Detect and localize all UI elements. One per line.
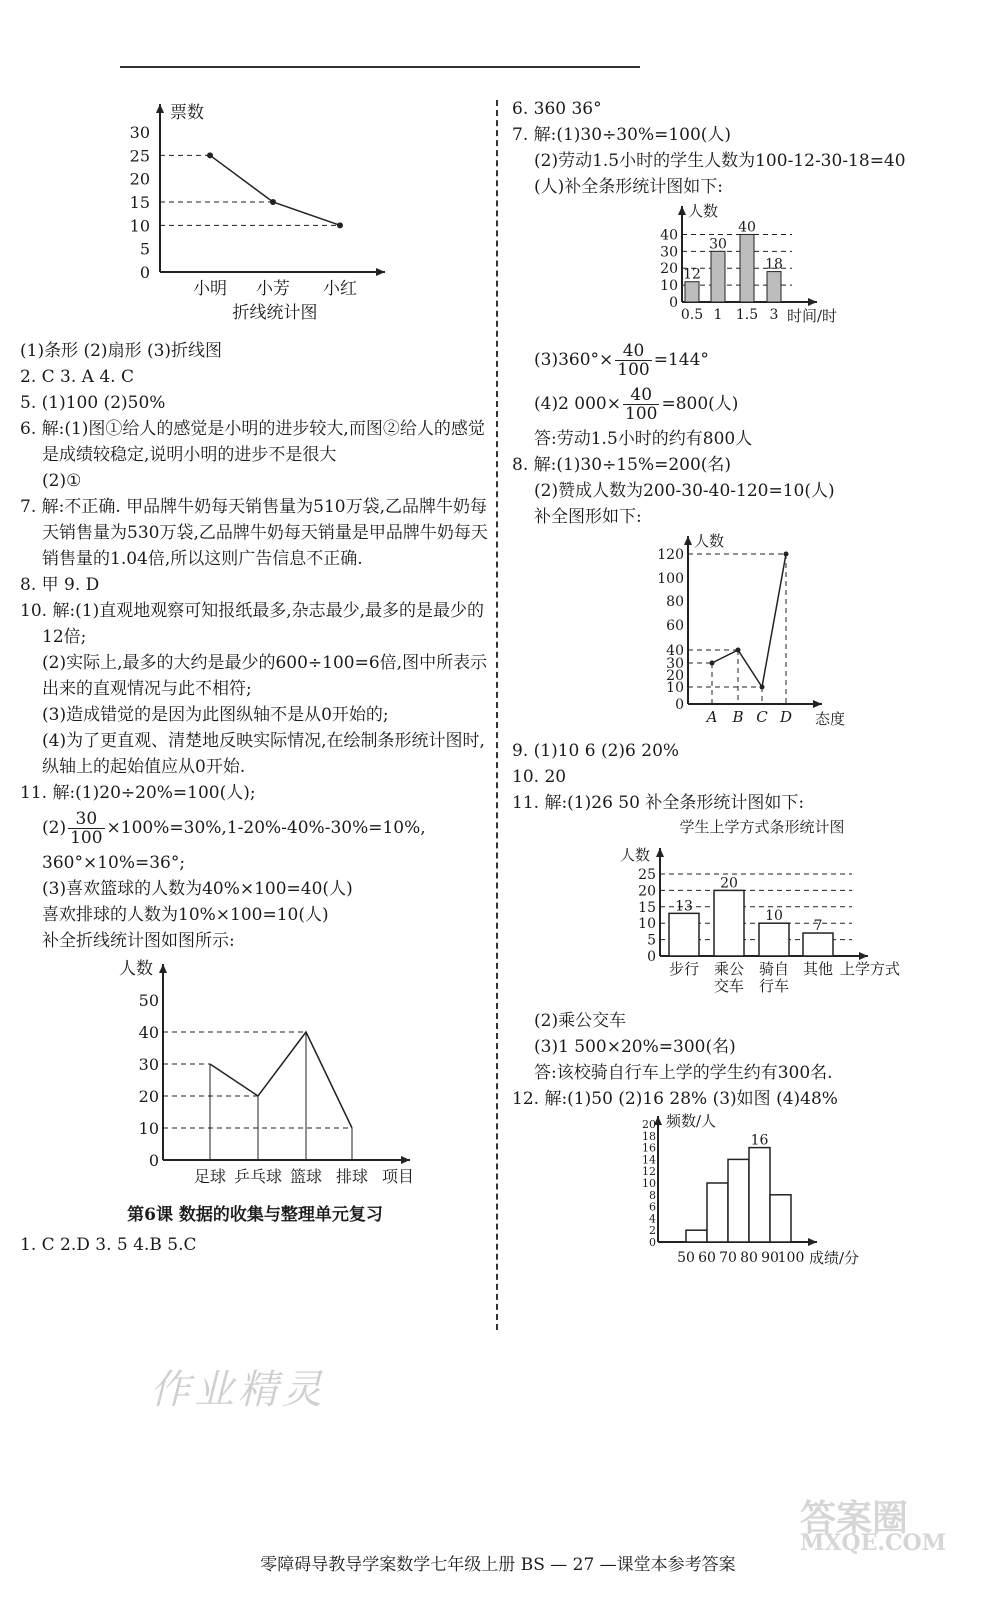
y-tick-label: 50 xyxy=(138,991,159,1010)
answer-line: (2)劳动1.5小时的学生人数为100-12-30-18=40 xyxy=(534,151,906,171)
x-tick-label: 步行 xyxy=(668,960,700,978)
x-axis-label: 态度 xyxy=(814,710,846,728)
bar xyxy=(767,272,781,302)
x-tick-label: A xyxy=(706,708,718,726)
answer-line: (人)补全条形统计图如下: xyxy=(534,177,723,197)
x-axis-arrow xyxy=(376,268,385,276)
x-tick-label: 行车 xyxy=(758,977,790,995)
y-tick-label: 20 xyxy=(666,668,684,684)
y-axis-label: 频数/人 xyxy=(666,1112,717,1130)
answer-line: 7. 解:(1)30÷30%=100(人) xyxy=(512,125,732,145)
y-tick-label: 20 xyxy=(138,1087,159,1106)
y-tick-label: 30 xyxy=(660,244,678,261)
y-tick-label: 80 xyxy=(666,594,684,610)
y-tick-label: 16 xyxy=(642,1141,656,1155)
y-axis-arrow xyxy=(656,848,664,857)
x-tick-label: 100 xyxy=(777,1250,805,1266)
right-column xyxy=(512,96,982,1280)
bar xyxy=(740,234,754,302)
y-tick-label: 0 xyxy=(148,1151,159,1170)
x-tick-label: 交车 xyxy=(713,977,745,995)
histogram-bar xyxy=(728,1159,749,1242)
answer-line: 5. (1)100 (2)50% xyxy=(20,393,166,413)
x-tick-label: 其他 xyxy=(802,960,834,978)
y-tick-label: 6 xyxy=(649,1200,656,1214)
y-tick-label: 30 xyxy=(129,123,150,142)
data-label: 30 xyxy=(709,236,727,253)
x-tick-label: 排球 xyxy=(335,1167,369,1186)
y-tick-label: 120 xyxy=(657,547,684,563)
x-tick-label: 1 xyxy=(713,307,723,323)
histogram-bar xyxy=(770,1195,791,1242)
x-axis-label: 时间/时 xyxy=(786,307,838,325)
answer-line: 11. 解:(1)20÷20%=100(人); xyxy=(20,783,256,803)
data-label: 10 xyxy=(765,908,783,925)
left-column xyxy=(20,96,490,1258)
answer-line: 补全图形如下: xyxy=(534,507,642,527)
answer-line: 1. C 2.D 3. 5 4.B 5.C xyxy=(20,1235,197,1255)
y-axis-label: 人数 xyxy=(688,202,719,220)
x-tick-label: 小明 xyxy=(193,279,227,299)
series-line xyxy=(210,155,340,225)
y-tick-label: 15 xyxy=(638,899,656,916)
x-tick-label: 篮球 xyxy=(289,1167,323,1186)
page-footer: 零障碍导教导学案数学七年级上册 BS — 27 —课堂本参考答案 xyxy=(260,1555,736,1575)
answer-line: 答:该校骑自行车上学的学生约有300名. xyxy=(534,1063,833,1083)
answer-line-fraction: (2) $\frac{30}{100}$ ×100%=30%,1-20%-40%-30%=10%, xyxy=(42,809,426,848)
fraction: $\frac{40}{100}$ xyxy=(625,385,658,424)
y-tick-label: 60 xyxy=(666,618,684,634)
answer-line: 360°×10%=36°; xyxy=(42,853,186,873)
y-tick-label: 40 xyxy=(666,643,684,659)
answer-line: 10. 解:(1)直观地观察可知报纸最多,杂志最少,最多的是最少的12倍; xyxy=(20,601,485,647)
fraction: $\frac{40}{100}$ xyxy=(617,341,650,380)
y-tick-label: 0 xyxy=(675,697,684,713)
y-tick-label: 100 xyxy=(657,571,684,587)
data-point xyxy=(736,648,741,653)
x-tick-label: 0.5 xyxy=(680,307,704,323)
chart-score-histogram xyxy=(512,1112,982,1272)
x-tick-label: C xyxy=(756,708,768,726)
watermark-text: 作业精灵 xyxy=(150,1367,326,1413)
y-tick-label: 20 xyxy=(642,1118,656,1131)
x-axis-arrow xyxy=(808,298,817,306)
y-axis-label: 票数 xyxy=(170,103,204,123)
x-tick-label: 小芳 xyxy=(256,279,290,299)
x-tick-label: 乒乓球 xyxy=(233,1167,283,1186)
x-tick-label: 足球 xyxy=(193,1167,227,1186)
answer-line: 8. 解:(1)30÷15%=200(名) xyxy=(512,455,732,475)
top-rule xyxy=(120,66,640,68)
y-tick-label: 8 xyxy=(649,1188,656,1202)
answer-line: (3)造成错觉的是因为此图纵轴不是从0开始的; xyxy=(42,705,389,725)
y-tick-label: 12 xyxy=(642,1165,656,1179)
bar xyxy=(669,913,699,956)
answer-line: (2)赞成人数为200-30-40-120=10(人) xyxy=(534,481,835,501)
y-axis-label: 人数 xyxy=(119,959,153,979)
histogram-bar xyxy=(707,1183,728,1242)
y-tick-label: 18 xyxy=(642,1129,656,1143)
answer-line: (1)条形 (2)扇形 (3)折线图 xyxy=(20,341,223,361)
x-tick-label: 90 xyxy=(761,1250,779,1266)
chart-labor-time-bar xyxy=(512,200,982,330)
y-tick-label: 2 xyxy=(649,1224,656,1238)
y-tick-label: 5 xyxy=(647,932,656,949)
x-tick-label: 60 xyxy=(698,1250,716,1266)
x-tick-label: 70 xyxy=(719,1250,737,1266)
answer-line: 9. (1)10 6 (2)6 20% xyxy=(512,741,680,761)
x-axis-label: 上学方式 xyxy=(839,960,901,978)
y-axis-arrow xyxy=(159,964,167,973)
x-axis-label: 项目 xyxy=(381,1167,415,1186)
y-tick-label: 10 xyxy=(642,1177,656,1190)
bar xyxy=(803,933,833,956)
y-axis-arrow xyxy=(684,536,692,545)
data-label: 20 xyxy=(720,875,738,892)
data-point xyxy=(337,222,343,228)
y-tick-label: 10 xyxy=(129,216,150,236)
answer-line: 11. 解:(1)26 50 补全条形统计图如下: xyxy=(512,793,805,813)
y-axis-arrow xyxy=(156,104,164,113)
x-tick-label: 80 xyxy=(740,1250,758,1266)
y-tick-label: 20 xyxy=(129,169,150,189)
x-axis-arrow xyxy=(859,952,868,960)
answer-line: (3)喜欢篮球的人数为40%×100=40(人) xyxy=(42,879,353,899)
data-point xyxy=(710,661,715,666)
answer-line: (3)1 500×20%=300(名) xyxy=(534,1037,736,1057)
y-tick-label: 14 xyxy=(642,1153,656,1167)
answer-line-fraction: (4)2 000× $\frac{40}{100}$ =800(人) xyxy=(534,385,739,424)
data-label: 16 xyxy=(750,1132,769,1149)
series-line xyxy=(210,1032,352,1128)
chart-commute-bar xyxy=(512,816,982,1000)
x-tick-label: D xyxy=(779,708,793,726)
y-tick-label: 15 xyxy=(129,193,150,212)
y-tick-label: 10 xyxy=(138,1119,159,1138)
histogram-bar xyxy=(686,1230,707,1242)
bar xyxy=(685,282,699,302)
chart-attitude-line xyxy=(512,530,982,730)
answer-line: 6. 解:(1)图①给人的感觉是小明的进步较大,而图②给人的感觉是成绩较稳定,说明小明的进步不是很大 xyxy=(20,419,485,465)
data-label: 7 xyxy=(813,918,823,935)
y-tick-label: 30 xyxy=(666,656,684,672)
data-label: 40 xyxy=(738,219,756,236)
data-point xyxy=(207,152,213,158)
x-tick-label: 骑自 xyxy=(758,960,790,978)
y-tick-label: 40 xyxy=(660,227,678,244)
answer-line: 8. 甲 9. D xyxy=(20,575,100,595)
x-axis-arrow xyxy=(813,700,822,708)
section-title: 第6课 数据的收集与整理单元复习 xyxy=(127,1205,383,1225)
answer-line: 12. 解:(1)50 (2)16 28% (3)如图 (4)48% xyxy=(512,1089,838,1109)
answer-line-fraction: (3)360°× $\frac{40}{100}$ =144° xyxy=(534,341,709,380)
bar xyxy=(711,251,725,302)
answer-line: 喜欢排球的人数为10%×100=10(人) xyxy=(42,905,329,925)
y-tick-label: 25 xyxy=(129,146,150,166)
y-tick-label: 20 xyxy=(638,883,656,900)
watermark-logo: 答案圈 xyxy=(800,1497,909,1539)
answer-line: (2)实际上,最多的大约是最少的600÷100=6倍,图中所表示出来的直观情况与此不相符; xyxy=(42,653,488,699)
chart-ball-sports-line xyxy=(20,954,430,1190)
x-axis-label: 成绩/分 xyxy=(808,1249,860,1267)
y-tick-label: 10 xyxy=(638,916,656,933)
y-tick-label: 40 xyxy=(138,1023,159,1042)
x-axis-arrow xyxy=(808,1238,817,1246)
y-tick-label: 0 xyxy=(647,949,656,965)
y-axis-arrow xyxy=(678,206,686,215)
x-axis-arrow xyxy=(401,1156,410,1164)
y-tick-label: 0 xyxy=(649,1236,656,1249)
answer-line: 7. 解:不正确. 甲品牌牛奶每天销售量为510万袋,乙品牌牛奶每天销售量为530万袋,乙品牌牛奶每天销量是甲品牌牛奶每天销售量的1.04倍,所以这则广告信息不正确. xyxy=(20,497,488,569)
data-point xyxy=(784,552,789,557)
x-tick-label: 3 xyxy=(769,307,779,323)
y-tick-label: 4 xyxy=(649,1212,656,1226)
data-label: 12 xyxy=(683,266,701,283)
data-label: 18 xyxy=(765,256,783,273)
y-tick-label: 10 xyxy=(660,278,678,295)
x-tick-label: B xyxy=(732,708,744,726)
x-tick-label: 乘公 xyxy=(713,960,745,978)
column-divider xyxy=(496,100,498,1330)
answer-line: (2)① xyxy=(42,471,82,491)
y-tick-label: 5 xyxy=(139,239,150,259)
answer-line: (4)为了更直观、清楚地反映实际情况,在绘制条形统计图时,纵轴上的起始值应从0开始. xyxy=(42,731,485,777)
data-point xyxy=(270,199,276,205)
series-line xyxy=(712,554,786,687)
x-tick-label: 50 xyxy=(677,1250,695,1266)
y-tick-label: 30 xyxy=(138,1055,159,1074)
answer-line: 2. C 3. A 4. C xyxy=(20,367,134,387)
chart-votes-line xyxy=(20,96,400,330)
answer-line: 答:劳动1.5小时的约有800人 xyxy=(534,429,753,449)
bar xyxy=(759,923,789,956)
data-label: 13 xyxy=(675,898,693,915)
answer-line: 补全折线统计图如图所示: xyxy=(42,931,235,951)
data-point xyxy=(760,685,765,690)
answer-line: 6. 360 36° xyxy=(512,99,602,119)
y-axis-label: 人数 xyxy=(694,532,725,550)
answer-line: (2)乘公交车 xyxy=(534,1011,627,1031)
y-tick-label: 20 xyxy=(660,261,678,278)
fraction: $\frac{30}{100}$ xyxy=(70,809,103,848)
chart-title: 学生上学方式条形统计图 xyxy=(679,818,845,836)
answer-line: 10. 20 xyxy=(512,767,567,787)
bar xyxy=(714,890,744,956)
histogram-bar xyxy=(749,1148,770,1242)
chart-title: 折线统计图 xyxy=(232,303,318,323)
y-axis-label: 人数 xyxy=(620,846,651,864)
watermark-url: MXQE.COM xyxy=(800,1530,947,1556)
y-tick-label: 25 xyxy=(638,867,656,883)
y-tick-label: 10 xyxy=(666,680,684,696)
x-tick-label: 小红 xyxy=(323,279,357,299)
x-tick-label: 1.5 xyxy=(735,307,759,323)
y-tick-label: 0 xyxy=(139,263,150,282)
y-tick-label: 0 xyxy=(669,295,678,311)
